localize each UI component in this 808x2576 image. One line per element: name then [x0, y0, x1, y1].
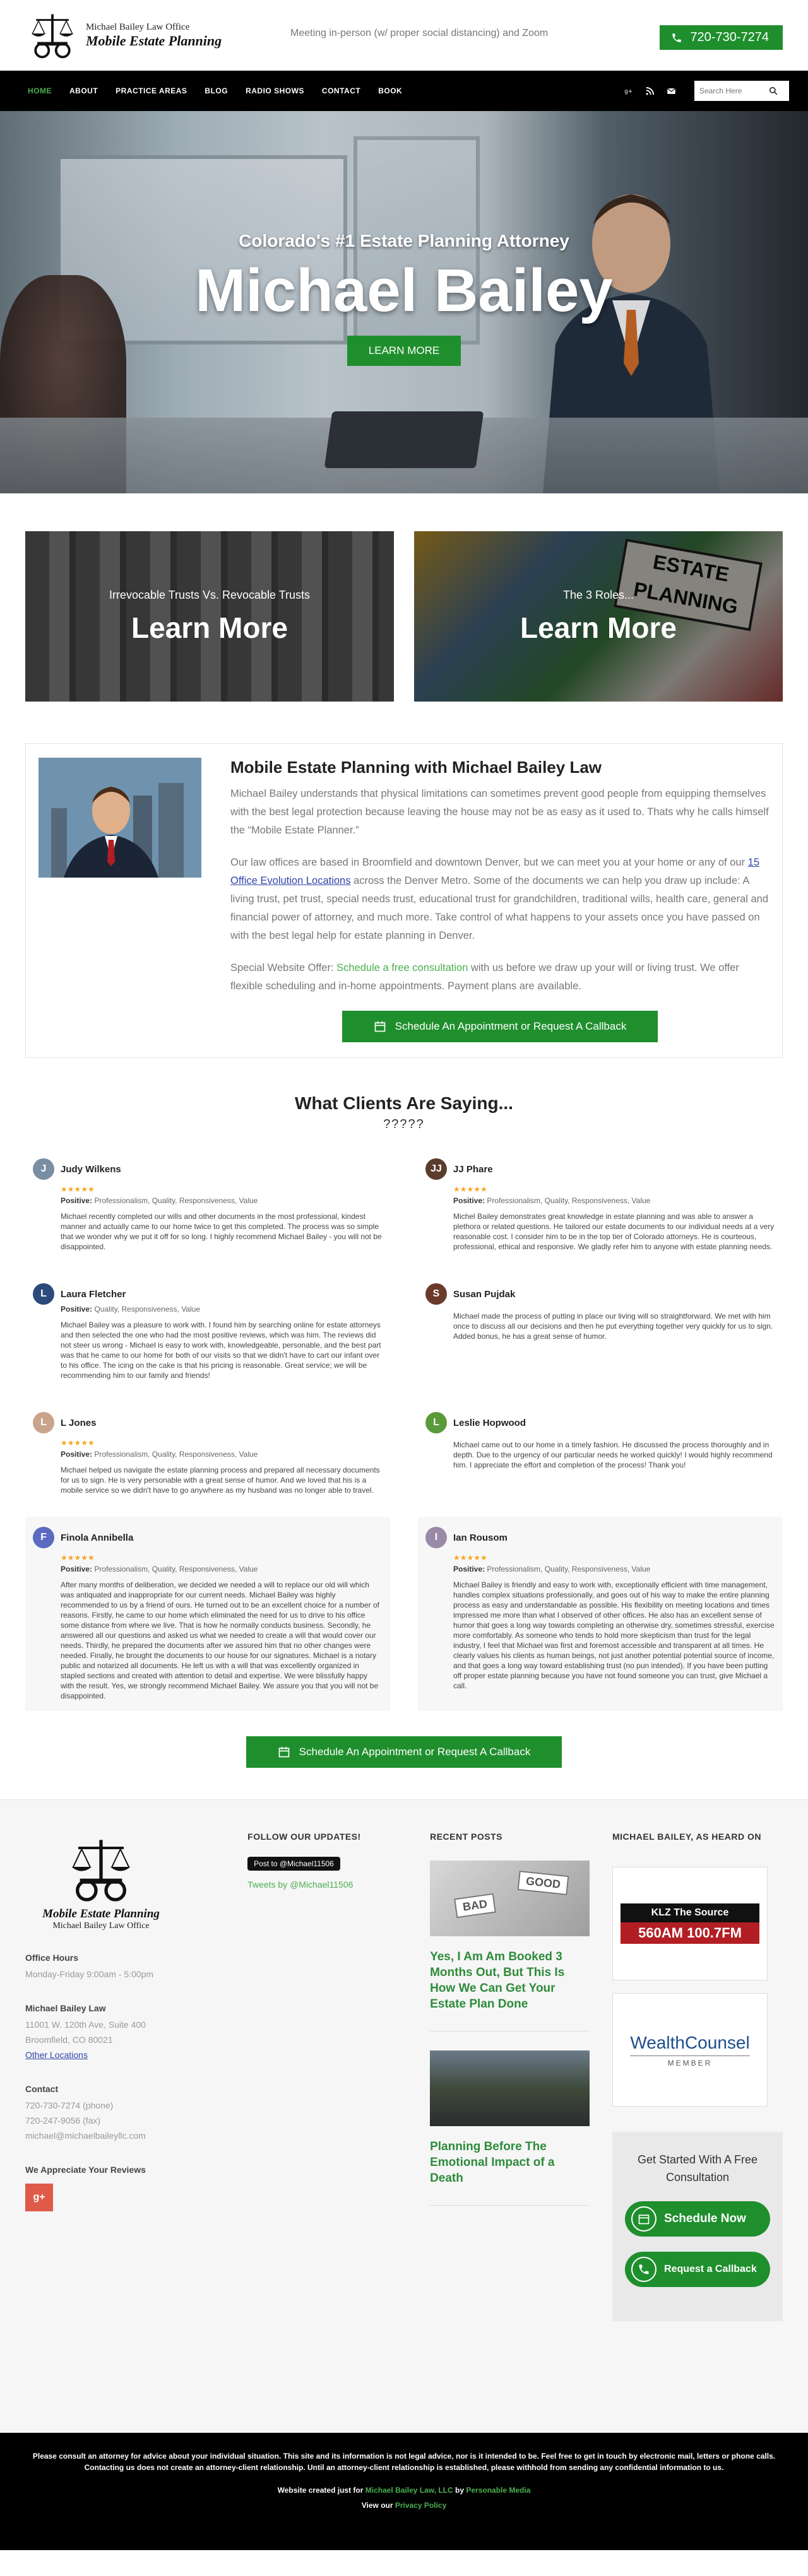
review-header — [425, 1527, 775, 1548]
schedule-now-label: Schedule Now — [664, 2212, 746, 2225]
footer-contact-column — [25, 1832, 225, 2408]
positive-label: Positive: — [453, 1196, 485, 1205]
contact-heading: Contact — [25, 2084, 59, 2094]
review-text: Michael Bailey was a pleasure to work with. I found him by searching online for estate attorneys and then selected the one who had the most positive reviews, which was him. The reviews did not steer us wrong - Michael is easy to work with, knowledgeable, personable, and the best part was that he came to our home for both of our visits so that we didn't have to cart our infant over to his office. The icing on the cake is that his pricing is reasonable. Great service; we will be recommending him to our family and friends! — [61, 1320, 381, 1380]
review-positive — [61, 1196, 383, 1205]
tweets-link[interactable]: Tweets by @Michael11506 — [247, 1879, 354, 1890]
schedule-appointment-label: Schedule An Appointment or Request A Callback — [395, 1020, 627, 1032]
nav-item-about[interactable]: ABOUT — [69, 86, 98, 95]
google-plus-icon[interactable] — [620, 83, 636, 99]
contact-info — [25, 2098, 225, 2143]
reviewer-name: Susan Pujdak — [453, 1288, 516, 1300]
footer-posts-column — [430, 1832, 590, 2408]
review-card — [418, 1273, 783, 1391]
tag-bad: BAD — [454, 1893, 496, 1918]
reviews-title: What Clients Are Saying... — [295, 1093, 513, 1113]
calendar-icon — [278, 1746, 290, 1758]
privacy-line — [25, 2500, 783, 2511]
positive-label: Positive: — [61, 1450, 93, 1459]
footer-logo-title: Mobile Estate Planning — [42, 1907, 160, 1920]
klz-radio-logo — [612, 1867, 768, 1980]
logo-text — [86, 22, 222, 49]
review-card — [418, 1402, 783, 1505]
reviewer-name: JJ Phare — [453, 1163, 493, 1175]
reviewer-name: Ian Rousom — [453, 1532, 508, 1543]
about-p3-text-a: Special Website Offer: — [230, 962, 337, 973]
avatar: I — [425, 1527, 447, 1548]
hero-learn-more-button[interactable]: LEARN MORE — [347, 336, 461, 366]
review-text: After many months of deliberation, we decided we needed a will to replace our old will which was antiquated and inappropriate for our current needs. Michael Bailey was highly recommended to us by a friend of ours. He turned out to be an excellent choice for a number of reasons. Firstly, he came to our home which eliminated the need for us to drive to his office some distance from where we live. That is how he normally conducts business. Secondly, he answered all our questions and asked us what we needed to create a will that would cover our needs. Thirdly, he prepared the documents after we assured him that no other changes were needed. Finally, he brought the documents to our house for our signatures. Michael is a notary public and notarized all documents. He left us with a will that was excellently organized in stapled sections and created with attention to detail and expertise. We were blissfully happy with the result. Yes, we strongly recommend Michael Bailey. We assure you that you will not be disappointed. — [61, 1580, 379, 1700]
search-icon[interactable] — [769, 86, 778, 95]
review-stars: ★★★★★ — [61, 1553, 95, 1562]
review-text: Michael made the process of putting in place our living will so straightforward. We met with him once to discuss all our decisions and then he put everything together very quickly for us to sign. Added bonus, he has a great sense of humor. — [453, 1312, 773, 1341]
search-input[interactable] — [699, 86, 769, 95]
footer-fax: 720-247-9056 (fax) — [25, 2115, 101, 2126]
site-logo[interactable] — [25, 8, 240, 62]
review-text: Michael came out to our home in a timely fashion. He discussed the process thoroughly and in depth. Due to the urgency of our particular needs he worked quickly! I would highly recommend him. I appreciate the effort and completion of the process! Thank you! — [453, 1440, 773, 1469]
recent-posts-heading: RECENT POSTS — [430, 1832, 502, 1842]
logo-title: Mobile Estate Planning — [86, 32, 222, 49]
review-positive — [61, 1565, 383, 1573]
hero-banner — [0, 111, 808, 493]
positive-label: Positive: — [61, 1565, 93, 1573]
review-card — [25, 1148, 390, 1262]
review-card — [418, 1517, 783, 1711]
promo-trusts[interactable] — [25, 531, 394, 702]
calendar-icon — [631, 2206, 656, 2232]
review-header — [425, 1412, 775, 1433]
review-header — [33, 1527, 383, 1548]
divider — [430, 2205, 590, 2206]
review-text: Michel Bailey demonstrates great knowledge in estate planning and was able to answer a plethora or related questions. He tailored our estate documents to our individual needs at a very reasonable cost. I consider him to be in the top tier of Colorado attorneys. He is courteous, professional, ethical and responsive. We gladly refer him to anyone with estate planning needs. — [453, 1212, 775, 1251]
review-stars: ★★★★★ — [61, 1185, 95, 1194]
promo-estate-roles[interactable] — [414, 531, 783, 702]
reviews-section — [0, 1093, 808, 1711]
reviews-rating-stars: ????? — [383, 1117, 425, 1131]
review-header — [33, 1412, 383, 1433]
review-card — [25, 1517, 390, 1711]
topbar — [0, 0, 808, 71]
address-line-1: 11001 W. 120th Ave, Suite 400 — [25, 2020, 146, 2030]
office-locations-link[interactable]: 15 Office Evolution Locations — [230, 857, 760, 886]
review-stars: ★★★★★ — [453, 1553, 487, 1562]
avatar: L — [33, 1412, 54, 1433]
nav-item-contact[interactable]: CONTACT — [321, 86, 361, 95]
footer-phone[interactable]: 720-730-7274 (phone) — [25, 2100, 114, 2110]
post-thumbnail-funeral[interactable] — [430, 2050, 590, 2126]
promo-learn-more: Learn More — [520, 611, 677, 644]
review-card — [418, 1148, 783, 1262]
review-header — [425, 1283, 775, 1305]
rss-icon[interactable] — [641, 83, 658, 99]
footer-logo — [25, 1832, 177, 1931]
schedule-appointment-label: Schedule An Appointment or Request A Callback — [299, 1746, 531, 1758]
positive-values: Professionalism, Quality, Responsiveness, Value — [485, 1196, 651, 1205]
review-text: Michael recently completed our wills and other documents in the most professional, kindest manner and actually came to our home twice to get this completed. The process was so simple that we wonder why we put it off for so long. I highly recommend Michael Bailey - you will not be disappointed. — [61, 1212, 382, 1251]
positive-values: Professionalism, Quality, Responsiveness, Value — [92, 1565, 258, 1573]
header-phone-button[interactable] — [660, 25, 783, 50]
review-card — [25, 1402, 390, 1505]
site-footer — [0, 1799, 808, 2433]
office-hours-heading: Office Hours — [25, 1953, 79, 1963]
promo-label: The 3 Roles... — [562, 588, 634, 601]
about-paragraph-3 — [230, 959, 769, 996]
schedule-appointment-button-bottom[interactable] — [246, 1736, 562, 1768]
nav-search-box — [694, 81, 789, 101]
footer-social-column — [247, 1832, 407, 2408]
about-p3-text-b: with us before we draw up your will or living trust. We offer flexible scheduling and in-home appointments. Payment plans are available. — [230, 962, 739, 992]
attorney-photo — [39, 758, 201, 878]
calendar-icon — [374, 1020, 386, 1033]
review-header — [33, 1158, 383, 1180]
address — [25, 2017, 225, 2062]
klz-name: KLZ The Source — [621, 1903, 759, 1922]
credits-line — [25, 2485, 783, 2496]
review-text: Michael helped us navigate the estate planning process and prepared all necessary documents for us to sign. He is very personable with a great sense of humor. And we loved that his is a mobile service so we didn't have to go anywhere as my husband was no longer able to travel. — [61, 1466, 380, 1495]
scales-of-justice-icon — [63, 1832, 139, 1907]
review-header — [33, 1283, 383, 1305]
positive-values: Professionalism, Quality, Responsiveness, Value — [485, 1565, 651, 1573]
email-icon[interactable] — [663, 83, 679, 99]
other-locations-link[interactable]: Other Locations — [25, 2050, 88, 2060]
scales-of-justice-icon — [25, 8, 80, 62]
review-positive — [453, 1196, 775, 1205]
wealthcounsel-name: WealthCounsel — [630, 2032, 750, 2052]
schedule-appointment-button[interactable] — [342, 1011, 658, 1042]
promo-label: Irrevocable Trusts Vs. Revocable Trusts — [109, 588, 311, 601]
reviewer-name: Finola Annibella — [61, 1532, 134, 1543]
review-positive — [61, 1305, 383, 1314]
phone-icon — [671, 32, 682, 44]
klz-frequency: 560AM 100.7FM — [621, 1922, 759, 1944]
about-paragraph-1: Michael Bailey understands that physical limitations can sometimes prevent good people from equipping themselves with the best legal protection because leaving the house may not be as easy as it used to. Thats why he calls himself the “Mobile Estate Planner.” — [230, 788, 769, 836]
wealthcounsel-member: MEMBER — [630, 2056, 749, 2067]
positive-label: Positive: — [453, 1565, 485, 1573]
review-card — [25, 1273, 390, 1391]
review-stars: ★★★★★ — [453, 1185, 487, 1194]
nav-item-blog[interactable]: BLOG — [205, 86, 229, 95]
nav-item-practice-areas[interactable]: PRACTICE AREAS — [116, 86, 187, 95]
office-hours: Monday-Friday 9:00am - 5:00pm — [25, 1969, 154, 1979]
main-nav — [0, 71, 808, 111]
request-callback-label: Request a Callback — [664, 2264, 757, 2274]
credits-link-law[interactable]: Michael Bailey Law, LLC — [365, 2486, 453, 2495]
avatar: S — [425, 1283, 447, 1305]
legal-bar — [0, 2433, 808, 2550]
avatar: JJ — [425, 1158, 447, 1180]
about-paragraph-2 — [230, 854, 769, 945]
logo-subtitle: Michael Bailey Law Office — [86, 21, 190, 32]
positive-label: Positive: — [61, 1196, 93, 1205]
positive-values: Professionalism, Quality, Responsiveness, Value — [92, 1196, 258, 1205]
address-heading: Michael Bailey Law — [25, 2003, 106, 2013]
divider — [430, 2031, 590, 2032]
hero-subtitle: Colorado's #1 Estate Planning Attorney — [239, 231, 569, 250]
get-started-box — [612, 2132, 783, 2321]
nav-item-book[interactable]: BOOK — [378, 86, 403, 95]
nav-item-home[interactable]: HOME — [28, 86, 52, 95]
about-section — [25, 743, 783, 1058]
footer-email[interactable]: michael@michaelbaileyllc.com — [25, 2131, 146, 2141]
reviews-grid — [0, 1132, 808, 1711]
footer-logo-subtitle: Michael Bailey Law Office — [52, 1921, 150, 1931]
reviews-appreciation-heading: We Appreciate Your Reviews — [25, 2165, 146, 2175]
positive-values: Quality, Responsiveness, Value — [92, 1305, 200, 1314]
header-phone-number: 720-730-7274 — [690, 30, 769, 44]
footer-media-column — [612, 1832, 783, 2408]
reviewer-name: Judy Wilkens — [61, 1163, 121, 1175]
positive-values: Professionalism, Quality, Responsiveness, Value — [92, 1450, 258, 1459]
positive-label: Positive: — [61, 1305, 93, 1314]
phone-icon — [631, 2257, 656, 2282]
google-plus-review-icon[interactable]: g+ — [25, 2184, 53, 2211]
twitter-post-button[interactable]: Post to @Michael11506 — [247, 1857, 340, 1871]
schedule-now-button[interactable] — [625, 2201, 770, 2237]
free-consultation-link[interactable]: Schedule a free consultation — [336, 962, 468, 973]
about-title: Mobile Estate Planning with Michael Bailey Law — [230, 758, 602, 777]
tag-good: GOOD — [518, 1871, 569, 1895]
promo-section — [0, 493, 808, 702]
get-started-title: Get Started With A Free Consultation — [637, 2153, 758, 2184]
privacy-text: View our — [361, 2501, 395, 2510]
follow-heading: FOLLOW OUR UPDATES! — [247, 1832, 361, 1842]
about-p2-text-a: Our law offices are based in Broomfield and downtown Denver, but we can meet you at your home or any of our — [230, 857, 748, 868]
svg-text:g+: g+ — [624, 88, 633, 95]
reviewer-name: Laura Fletcher — [61, 1288, 126, 1300]
nav-item-radio-shows[interactable]: RADIO SHOWS — [246, 86, 304, 95]
hero-title: Michael Bailey — [195, 257, 613, 324]
review-text: Michael Bailey is friendly and easy to work with, exceptionally efficient with time management, handles complex situations professionally, and goes out of his way to make the entire planning process as easy and understandable as possible. His flexibility on meeting locations and times impressed me more than what I observed of other offices. He also has an excellent sense of humor that goes a long way towards completing an otherwise dry, sometimes stressful, exercise more comfortably. As someone who tends to hold more skepticism than trust for the legal industry, I feel that Michael was first and foremost accessible and transparent at all times. He clearly values his clients as human beings, not just another potential potential source of income, and that goes a long way toward establishing trust (no pun intended). If you have been putting off proper estate planning because you have not found someone you can trust, give Michael a call. — [453, 1580, 775, 1690]
site-header — [0, 0, 808, 111]
request-callback-button[interactable] — [625, 2252, 770, 2287]
about-p2-text-b: across the Denver Metro. Some of the documents we can help you draw up include: A living trust, pet trust, special needs trust, educational trust for grandchildren, traditional wills, health care, general and financial power of attorney, and much more. Take control of what happens to your assets once you have passed on with the best legal help for estate planning in Denver. — [230, 875, 769, 941]
avatar: L — [33, 1283, 54, 1305]
avatar: L — [425, 1412, 447, 1433]
credits-text-a: Website created just for — [277, 2486, 365, 2495]
reviews-heading — [0, 1093, 808, 1132]
wealthcounsel-logo — [612, 1993, 768, 2107]
avatar: J — [33, 1158, 54, 1180]
recent-post-1-title[interactable]: Yes, I Am Am Booked 3 Months Out, But This Is How We Can Get Your Estate Plan Done — [430, 1950, 565, 2011]
review-positive — [61, 1450, 383, 1459]
legal-disclaimer: Please consult an attorney for advice about your individual situation. This site and its information is not legal advice, nor is it intended to be. Feel free to get in touch by electronic mail, letters or phone calls. Contacting us does not create an attorney-client relationship. Until an attorney-client relationship is established, please withhold from sending any confidential information to us. — [32, 2452, 776, 2472]
review-positive — [453, 1565, 775, 1573]
header-tagline: Meeting in-person (w/ proper social distancing) and Zoom — [290, 28, 549, 38]
about-body — [230, 758, 769, 1042]
privacy-policy-link[interactable]: Privacy Policy — [395, 2501, 447, 2510]
hero-text — [0, 231, 808, 366]
reviewer-name: L Jones — [61, 1417, 97, 1428]
reviewer-name: Leslie Hopwood — [453, 1417, 526, 1428]
address-line-2: Broomfield, CO 80021 — [25, 2035, 113, 2045]
avatar: F — [33, 1527, 54, 1548]
as-heard-on-heading: MICHAEL BAILEY, AS HEARD ON — [612, 1832, 761, 1842]
promo-learn-more: Learn More — [131, 611, 288, 644]
credits-text-b: by — [453, 2486, 466, 2495]
estate-planning-binder-image: ESTATE PLANNING — [614, 539, 763, 632]
credits-link-media[interactable]: Personable Media — [466, 2486, 531, 2495]
recent-post-2-title[interactable]: Planning Before The Emotional Impact of a Death — [430, 2140, 555, 2185]
post-thumbnail-bad-good[interactable] — [430, 1861, 590, 1936]
review-header — [425, 1158, 775, 1180]
review-stars: ★★★★★ — [61, 1438, 95, 1447]
